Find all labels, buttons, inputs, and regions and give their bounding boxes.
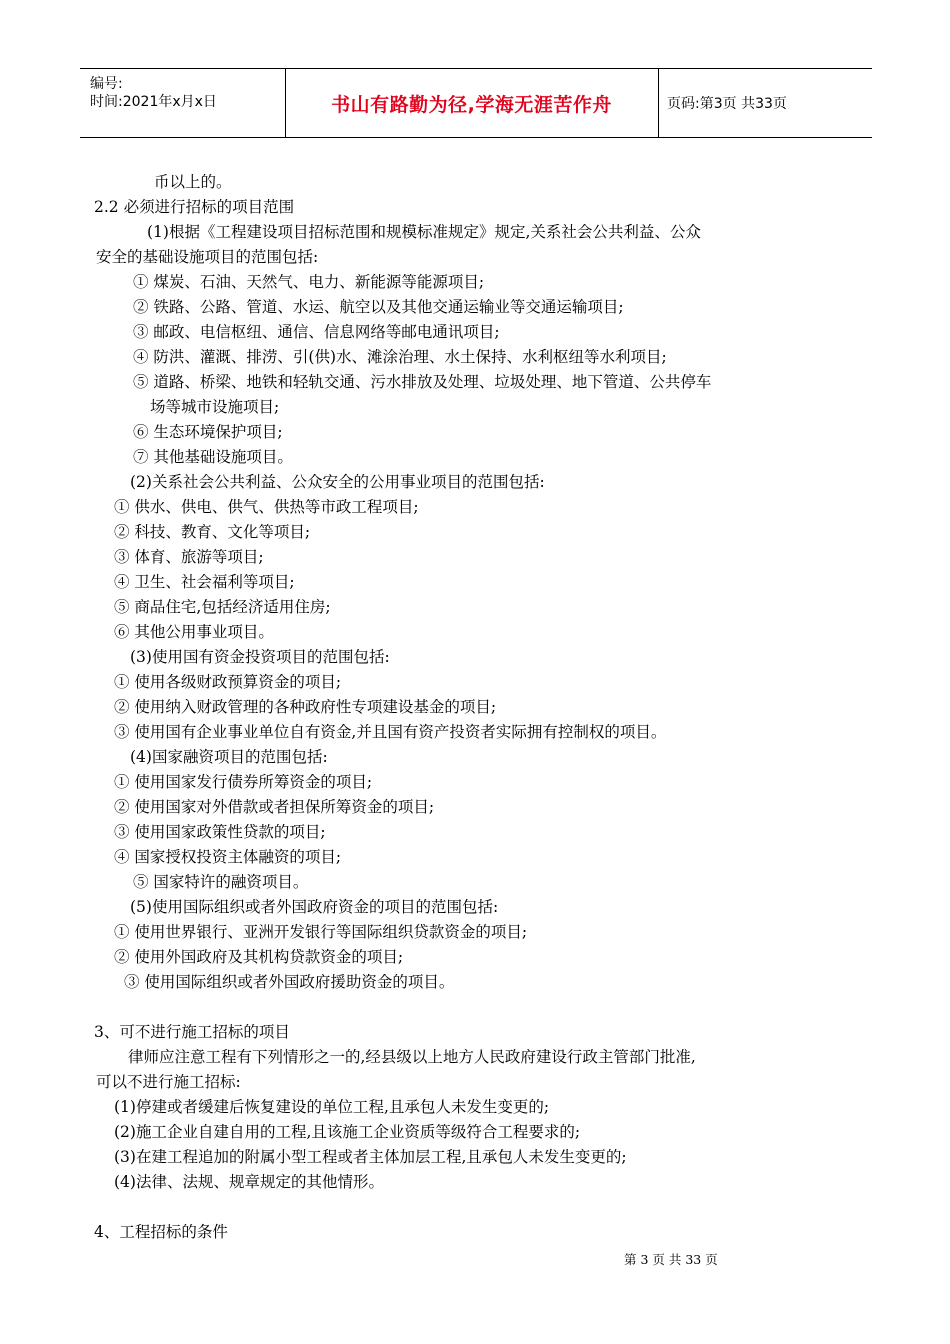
- list-item: ② 使用纳入财政管理的各种政府性专项建设基金的项目;: [114, 698, 497, 716]
- document-date-label: 时间:2021年x月x日: [90, 94, 217, 110]
- list-item: ⑤ 国家特许的融资项目。: [133, 873, 309, 891]
- list-item: (4)法律、法规、规章规定的其他情形。: [114, 1173, 384, 1191]
- body-line: 可以不进行施工招标:: [96, 1073, 241, 1091]
- subsection-heading: (2)关系社会公共利益、公众安全的公用事业项目的范围包括:: [130, 473, 545, 491]
- list-item: ② 铁路、公路、管道、水运、航空以及其他交通运输业等交通运输项目;: [133, 298, 624, 316]
- body-line: 安全的基础设施项目的范围包括:: [96, 248, 319, 266]
- list-item: ③ 邮政、电信枢纽、通信、信息网络等邮电通讯项目;: [133, 323, 500, 341]
- list-item: ① 供水、供电、供气、供热等市政工程项目;: [114, 498, 419, 516]
- list-item: ③ 体育、旅游等项目;: [114, 548, 264, 566]
- document-number-label: 编号:: [90, 76, 123, 92]
- list-item: (2)施工企业自建自用的工程,且该施工企业资质等级符合工程要求的;: [114, 1123, 581, 1141]
- list-item: ④ 卫生、社会福利等项目;: [114, 573, 295, 591]
- section-heading: 3、可不进行施工招标的项目: [94, 1023, 290, 1041]
- subsection-heading: (3)使用国有资金投资项目的范围包括:: [130, 648, 390, 666]
- list-item: ④ 防洪、灌溉、排涝、引(供)水、滩涂治理、水土保持、水利枢纽等水利项目;: [133, 348, 667, 366]
- list-item: ① 使用国家发行债券所筹资金的项目;: [114, 773, 373, 791]
- list-item: ④ 国家授权投资主体融资的项目;: [114, 848, 342, 866]
- list-item: ⑤ 道路、桥梁、地铁和轻轨交通、污水排放及处理、垃圾处理、地下管道、公共停车: [133, 373, 712, 391]
- list-item: ① 使用各级财政预算资金的项目;: [114, 673, 342, 691]
- list-item: ② 使用国家对外借款或者担保所筹资金的项目;: [114, 798, 435, 816]
- list-item: (1)停建或者缓建后恢复建设的单位工程,且承包人未发生变更的;: [114, 1098, 550, 1116]
- list-item: ③ 使用国有企业事业单位自有资金,并且国有资产投资者实际拥有控制权的项目。: [114, 723, 667, 741]
- header-motto-cell: [285, 69, 659, 137]
- body-line: 律师应注意工程有下列情形之一的,经县级以上地方人民政府建设行政主管部门批准,: [128, 1048, 696, 1066]
- list-item: (3)在建工程追加的附属小型工程或者主体加层工程,且承包人未发生变更的;: [114, 1148, 627, 1166]
- list-item: ⑦ 其他基础设施项目。: [133, 448, 293, 466]
- list-item: ③ 使用国际组织或者外国政府援助资金的项目。: [124, 973, 455, 991]
- list-item-continuation: 场等城市设施项目;: [150, 398, 280, 416]
- list-item: ① 煤炭、石油、天然气、电力、新能源等能源项目;: [133, 273, 485, 291]
- list-item: ⑥ 其他公用事业项目。: [114, 623, 274, 641]
- list-item: ⑤ 商品住宅,包括经济适用住房;: [114, 598, 331, 616]
- list-item: ③ 使用国家政策性贷款的项目;: [114, 823, 326, 841]
- list-item: ② 使用外国政府及其机构贷款资金的项目;: [114, 948, 404, 966]
- subsection-heading: (4)国家融资项目的范围包括:: [130, 748, 328, 766]
- subsection-heading: (5)使用国际组织或者外国政府资金的项目的范围包括:: [130, 898, 499, 916]
- section-heading: 4、工程招标的条件: [94, 1223, 228, 1241]
- list-item: ① 使用世界银行、亚洲开发银行等国际组织贷款资金的项目;: [114, 923, 528, 941]
- page-footer: 第 3 页 共 33 页: [624, 1252, 718, 1267]
- page-header: [80, 68, 872, 138]
- section-heading: 2.2 必须进行招标的项目范围: [94, 198, 295, 216]
- header-page-number: 页码:第3页 共33页: [667, 96, 787, 112]
- header-motto: 书山有路勤为径,学海无涯苦作舟: [331, 93, 612, 116]
- list-item: ② 科技、教育、文化等项目;: [114, 523, 311, 541]
- body-line: (1)根据《工程建设项目招标范围和规模标准规定》规定,关系社会公共利益、公众: [147, 223, 701, 241]
- header-info-cell: [80, 69, 286, 137]
- body-line: 币以上的。: [154, 173, 232, 191]
- header-page-cell: [658, 69, 872, 137]
- list-item: ⑥ 生态环境保护项目;: [133, 423, 283, 441]
